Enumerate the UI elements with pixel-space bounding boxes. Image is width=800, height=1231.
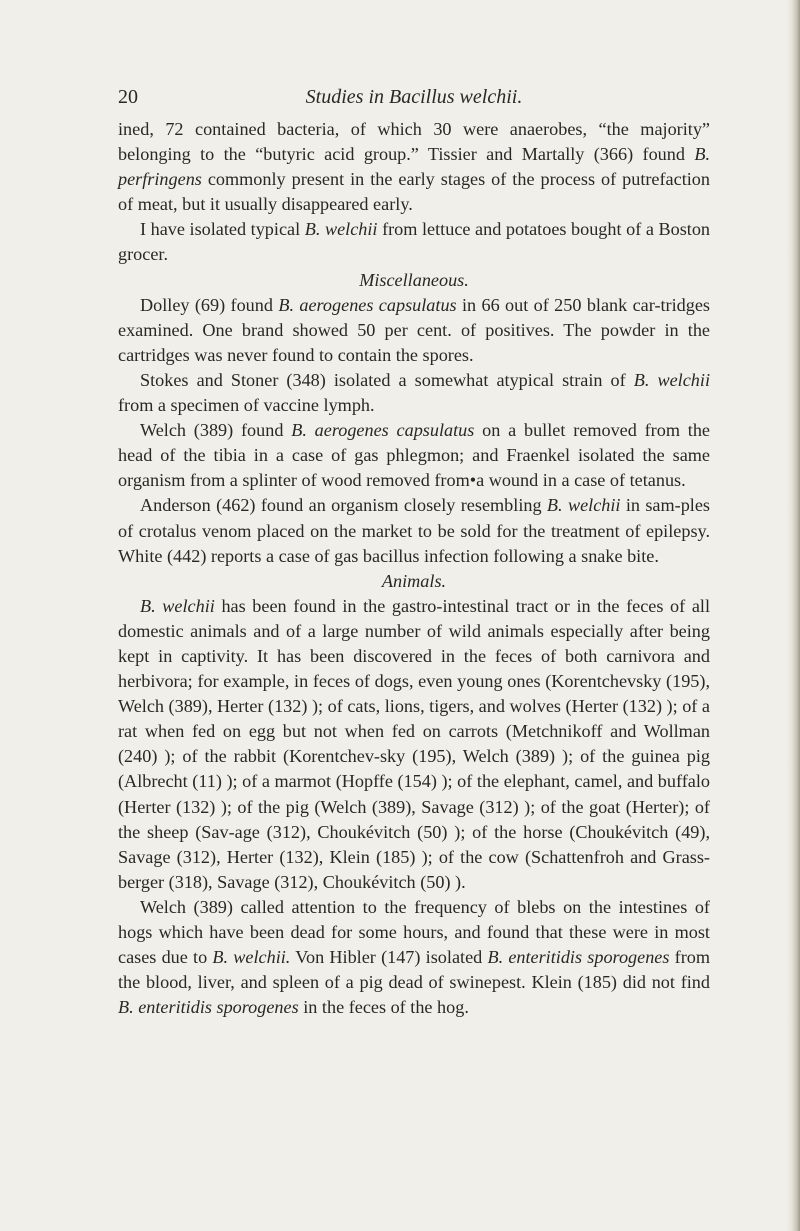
page-edge-shadow	[786, 0, 800, 1231]
species-name: B. welchii.	[212, 947, 291, 968]
text-run: has been found in the gastro-intestinal tract or in the feces of all domestic animals and of a large number of wild animals especially after being kept in captivity. It has been discovered in the feces of both carnivora and herbivora; for example, in feces of dogs, even young ones (Korentchevsky (195), Welch (389), Herter (132) ); of cats, lions, tigers, and wolves (Herter (132) ); of a rat when fed on egg but not when fed on carrots (Metchnikoff and Wollman (240) ); of the rabbit (Korentchev-sky (195), Welch (389) ); of the guinea pig (Albrecht (11) ); of a marmot (Hopffe (154) ); of the elephant, camel, and buffalo (Herter (132) ); of the pig (Welch (389), Savage (312) ); of the goat (Herter); of the sheep (Sav-age (312), Choukévitch (50) ); of the horse (Choukévitch (49), Savage (312), Herter (132), Klein (185) ); of the cow (Schattenfroh and Grass-berger (318), Savage (312), Choukévitch (50) ).	[118, 595, 710, 892]
text-run: in the feces of the hog.	[298, 997, 469, 1018]
text-run: from the blood, liver, and spleen of a pig dead of swinepest. Klein (185) did not find	[118, 947, 711, 993]
page-header	[118, 86, 710, 116]
text-run: Welch (389) called attention to the frequency of blebs on the intestines of hogs which have been dead for some hours, and found that these were in most cases due to	[118, 896, 710, 968]
text-run: in sam-ples of crotalus venom placed on the market to be sold for the treatment of epilepsy. White (442) reports a case of gas bacillus infection following a snake bite.	[118, 495, 710, 566]
paragraph-7	[118, 594, 710, 895]
paragraph-1	[118, 117, 710, 217]
text-run: Anderson (462) found an organism closely resembling	[140, 495, 547, 516]
paragraph-8	[118, 895, 710, 1020]
species-name: B. aerogenes capsulatus	[278, 294, 457, 315]
text-run: on a bullet removed from the head of the tibia in a case of gas phlegmon; and Fraenkel isolated the same organism from a splinter of wood removed from•a wound in a case of tetanus.	[118, 420, 710, 491]
text-run: in 66 out of 250 blank car-tridges examined. One brand showed 50 per cent. of positives. The powder in the cartridges was never found to contain the spores.	[118, 294, 711, 365]
text-run: from lettuce and potatoes bought of a Boston grocer.	[118, 219, 711, 265]
species-name: B. welchii	[304, 219, 378, 240]
section-heading-miscellaneous: Miscellaneous.	[359, 269, 469, 290]
species-name: B. perfringens	[118, 144, 710, 190]
text-run: Von Hibler (147) isolated	[290, 947, 488, 968]
species-name: B. welchii	[140, 595, 215, 616]
species-name: B. enteritidis sporogenes	[118, 997, 299, 1018]
text-run: commonly present in the early stages of the process of putrefaction of meat, but it usually disappeared early.	[118, 169, 710, 215]
paragraph-5	[118, 418, 710, 493]
paragraph-4	[118, 368, 710, 418]
text-run: ined, 72 contained bacteria, of which 30 were anaerobes, “the majority” belonging to the “butyric acid group.” Tissier and Martally (366) found	[118, 119, 710, 165]
text-run: Welch (389) found	[140, 420, 292, 441]
paragraph-2	[118, 217, 710, 267]
running-title: Studies in Bacillus welchii.	[305, 86, 523, 108]
text-run: Stokes and Stoner (348) isolated a somewhat atypical strain of	[140, 369, 634, 390]
paragraph-3	[118, 293, 710, 368]
page-number: 20	[118, 86, 138, 108]
section-heading-animals: Animals.	[381, 570, 447, 591]
species-name: B. enteritidis sporogenes	[487, 947, 670, 968]
paragraph-6	[118, 493, 710, 568]
text-run: Dolley (69) found	[140, 294, 279, 315]
species-name: B. welchii	[546, 495, 621, 516]
text-run: I have isolated typical	[140, 219, 305, 240]
species-name: B. welchii	[633, 369, 710, 390]
body-text	[118, 117, 710, 1020]
species-name: B. aerogenes capsulatus	[291, 420, 475, 441]
text-run: from a specimen of vaccine lymph.	[118, 395, 375, 416]
